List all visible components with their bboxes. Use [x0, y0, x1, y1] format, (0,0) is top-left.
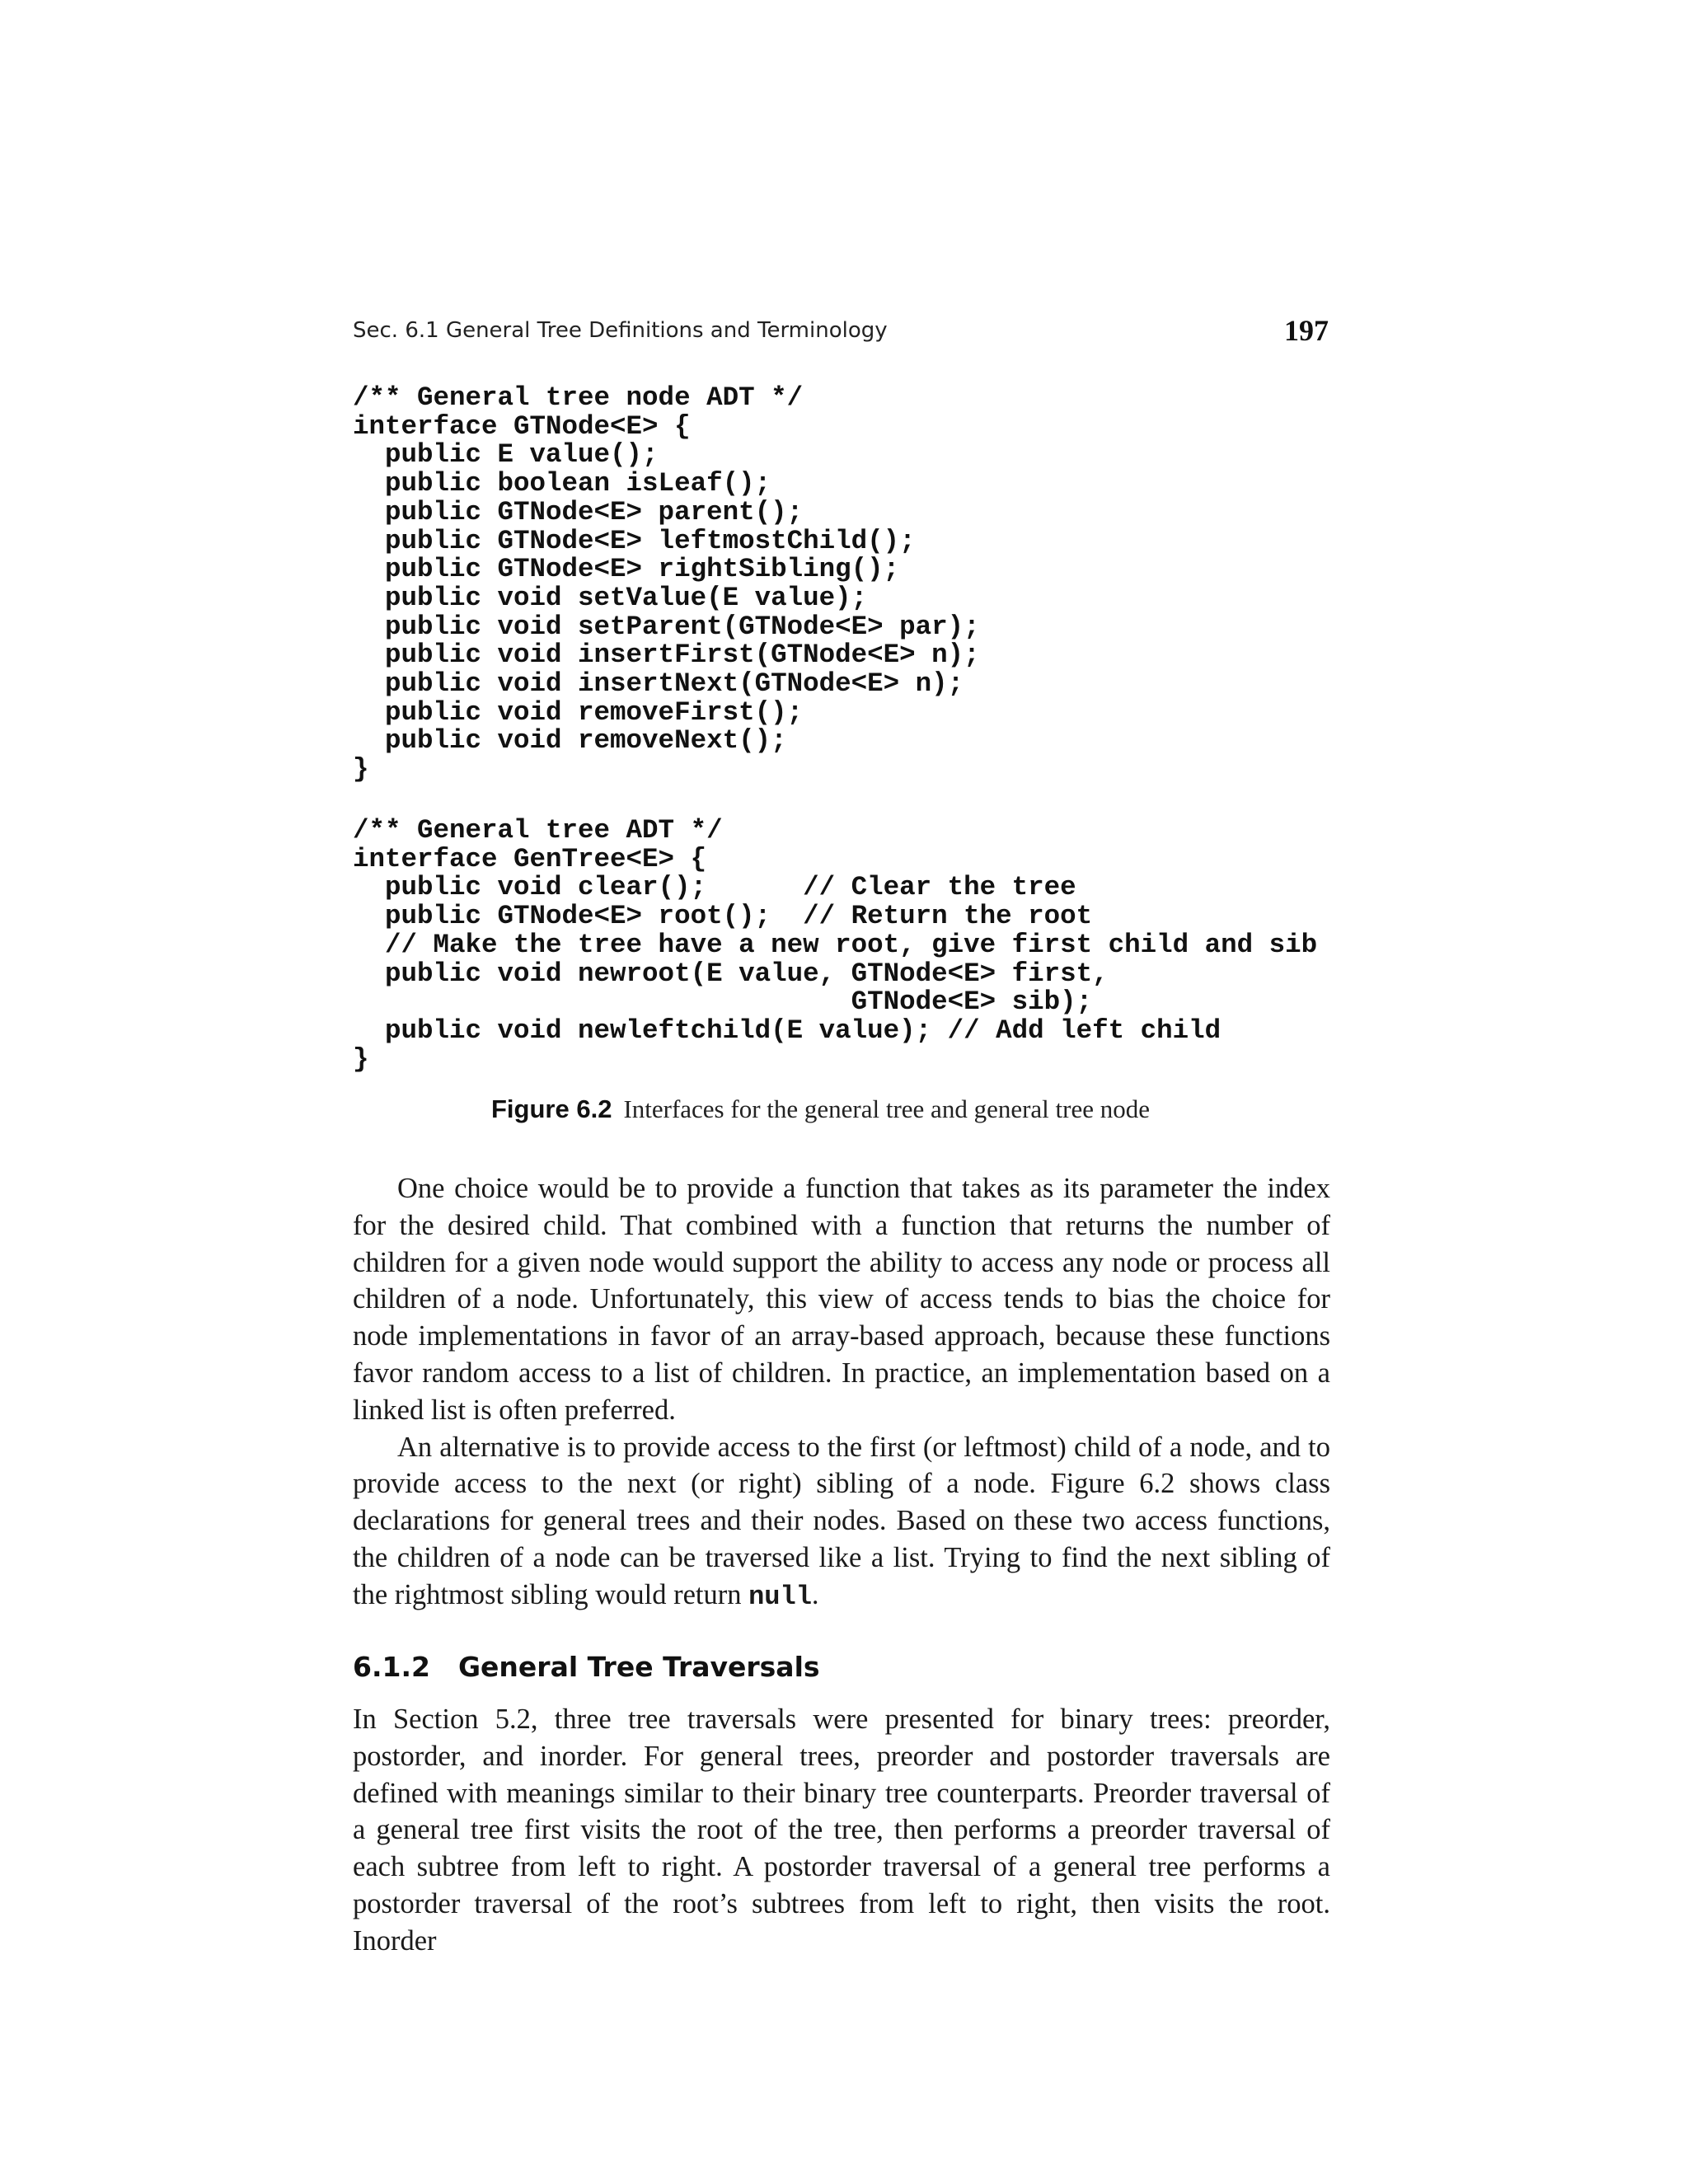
figure-caption-text: Interfaces for the general tree and general tree node — [623, 1094, 1150, 1123]
section-heading — [353, 1651, 820, 1683]
running-head: Sec. 6.1 General Tree Definitions and Terminology — [353, 318, 888, 343]
inline-code-null: null — [748, 1581, 812, 1612]
figure-caption — [491, 1094, 1150, 1124]
page-number: 197 — [1284, 314, 1329, 347]
paragraph-child-index: One choice would be to provide a function that takes as its parameter the index for the desired child. That combined with a function that returns the number of children for a given node would support the ability to access any node or process all children of a node. Unfortunately, this view of access tends to bias the choice for node implementations in favor of an array-based approach, because these functions favor random access to a list of children. In practice, an implementation based on a linked list is often preferred. — [353, 1173, 1330, 1426]
figure-label: Figure 6.2 — [491, 1094, 612, 1123]
body-text-upper — [353, 1170, 1330, 1616]
body-text-lower — [353, 1701, 1330, 1960]
paragraph-traversals: In Section 5.2, three tree traversals were presented for binary trees: preorder, postorder, and inorder. For general trees, preorder and postorder traversals are defined with meanings similar to their binary tree counterparts. Preorder traversal of a general tree first visits the root of the tree, then performs a preorder traversal of each subtree from left to right. A postorder traversal of a general tree performs a postorder traversal of the root’s subtrees from left to right, then visits the root. Inorder — [353, 1704, 1330, 1957]
section-title: General Tree Traversals — [457, 1651, 820, 1683]
section-number: 6.1.2 — [353, 1651, 430, 1683]
paragraph-end-punctuation: . — [811, 1578, 819, 1610]
paragraph-leftmost-child-text: An alternative is to provide access to the first (or leftmost) child of a node, and to provide access to the next (or right) sibling of a node. Figure 6.2 shows class declarations for general trees and their nodes. Based on these two access functions, the children of a node can be traversed like a list. Trying to find the next sibling of the rightmost sibling would return — [353, 1431, 1330, 1610]
paragraph-leftmost-child — [353, 1429, 1330, 1616]
code-block-gtnode-interface: /** General tree node ADT */ interface GTNode<E> { public E value(); public boolean isLeaf(); public GTNode<E> parent(); public GTNode<E> leftmostChild(); public GTNode<E> rightSibling(); public void setValue(E value); public void setParent(GTNode<E> par); public void insertFirst(GTNode<E> n); public void insertNext(GTNode<E> n); public void removeFirst(); public void removeNext(); } — [353, 382, 980, 785]
code-block-gentree-interface: /** General tree ADT */ interface GenTree<E> { public void clear(); // Clear the tree public GTNode<E> root(); // Return the root // Make the tree have a new root, give first child and sib public void newroot(E value, GTNode<E> first, GTNode<E> sib); public void newleftchild(E value); // Add left child } — [353, 815, 1318, 1075]
